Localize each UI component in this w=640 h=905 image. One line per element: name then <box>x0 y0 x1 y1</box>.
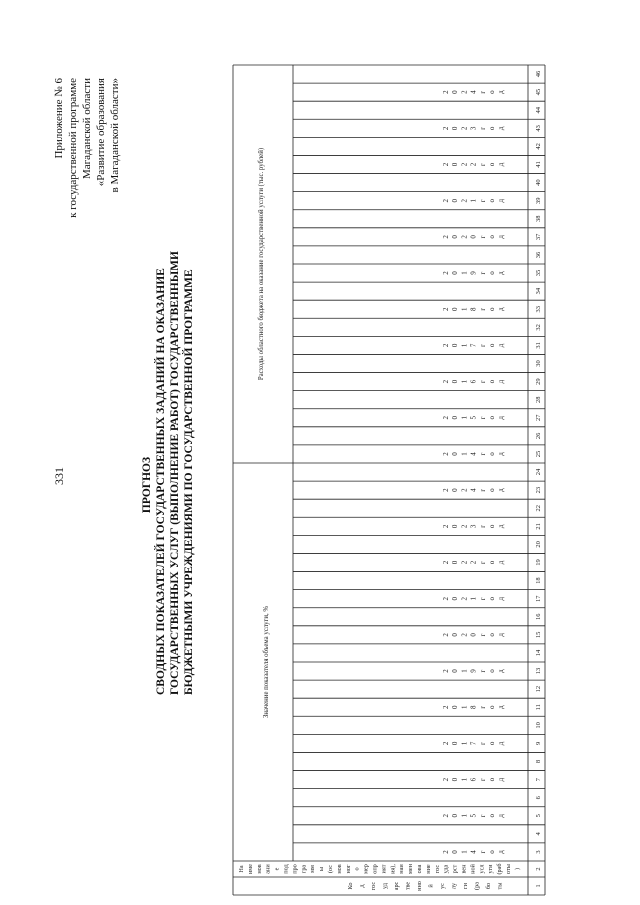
year-cell-char: 0 <box>469 633 478 637</box>
year-cell-char: о <box>488 488 496 492</box>
year-cell-char: 2 <box>442 343 450 348</box>
col1-label-fragment: д <box>358 884 366 888</box>
year-cell-char: о <box>488 162 496 167</box>
year-cell-char: 7 <box>469 343 478 348</box>
year-cell-char: 2 <box>460 524 469 529</box>
year-cell-char: о <box>488 307 496 311</box>
appendix-line: к государственной программе <box>67 78 79 218</box>
col2-label-fragment: мен <box>407 864 415 874</box>
year-cell-char: 1 <box>460 777 469 782</box>
col2-label-fragment: (ос <box>327 864 334 874</box>
col2-label-fragment: ова <box>416 864 423 874</box>
col2-label-fragment: ия), <box>389 864 397 874</box>
year-cell-char: о <box>488 741 496 746</box>
title-line: СВОДНЫХ ПОКАЗАТЕЛЕЙ ГОСУДАРСТВЕННЫХ ЗАДАНИЙ НА ОКАЗАНИЕ <box>155 268 167 695</box>
year-cell-char: 9 <box>469 271 478 275</box>
column-number: 19 <box>535 559 542 566</box>
col1-label-fragment: Ко <box>347 882 354 890</box>
year-cell-char: г <box>478 452 487 456</box>
column-number: 6 <box>535 796 542 800</box>
col2-label-fragment: ние <box>424 864 432 874</box>
column-number: 21 <box>535 523 542 530</box>
year-cell-char: 4 <box>469 452 478 456</box>
year-cell-char: 2 <box>460 633 469 637</box>
year-cell-char: д <box>497 705 506 710</box>
column-number: 14 <box>535 649 542 657</box>
col2-label-fragment: нов <box>255 864 263 874</box>
year-cell-char: г <box>478 524 487 528</box>
col2-label-fragment: нов <box>335 864 343 874</box>
year-cell-char: 0 <box>451 488 460 492</box>
column-number: 18 <box>535 577 542 584</box>
title-line: БЮДЖЕТНЫМИ УЧРЕЖДЕНИЯМИ ПО ГОСУДАРСТВЕННОЙ ПРОГРАММЕ <box>183 269 195 695</box>
year-cell-char: 2 <box>442 741 450 746</box>
year-cell-char: о <box>488 379 496 384</box>
year-cell-char: 0 <box>451 416 460 420</box>
column-number: 4 <box>535 832 542 836</box>
year-cell-char: д <box>497 524 506 529</box>
col2-label-fragment: вен <box>460 864 468 874</box>
year-cell-char: г <box>478 307 487 311</box>
col2-label-fragment: е <box>273 867 281 871</box>
col1-label-fragment: ги <box>462 883 469 889</box>
year-cell-char: 2 <box>442 488 450 492</box>
year-cell-char: 0 <box>451 741 460 746</box>
year-cell-char: 2 <box>460 596 469 601</box>
year-cell-char: г <box>478 814 487 818</box>
col2-label-fragment: оты <box>505 864 512 874</box>
column-number: 1 <box>535 884 542 888</box>
year-cell-char: о <box>488 560 496 565</box>
year-cell-char: 2 <box>442 633 450 637</box>
year-cell-char: 1 <box>460 271 469 275</box>
col1-label-fragment: бо <box>485 882 492 890</box>
year-cell-char: 2 <box>460 198 469 203</box>
year-cell-char: о <box>488 814 496 818</box>
page-number: 331 <box>52 467 66 485</box>
year-cell-char: 1 <box>460 669 469 673</box>
year-cell-char: д <box>497 307 506 312</box>
year-cell-char: 4 <box>469 850 478 854</box>
column-number: 38 <box>535 215 542 223</box>
year-cell-char: г <box>478 90 487 94</box>
year-cell-char: о <box>488 777 496 782</box>
year-cell-char: 5 <box>469 416 478 420</box>
column-number: 43 <box>535 125 542 132</box>
year-cell-char: д <box>497 669 506 673</box>
year-cell-char: д <box>497 271 506 275</box>
col2-label-fragment: о <box>353 867 361 871</box>
col2-label-fragment: мм <box>309 865 317 873</box>
col1-label-fragment: ус <box>439 883 446 889</box>
year-cell-char: 0 <box>469 235 478 239</box>
year-cell-char: д <box>497 162 506 167</box>
year-cell-char: г <box>478 633 487 637</box>
column-number: 25 <box>535 450 542 458</box>
appendix-line: Магаданской области <box>81 78 93 179</box>
column-number: 23 <box>535 486 542 494</box>
year-cell-char: 1 <box>460 850 469 854</box>
column-number: 31 <box>535 342 542 349</box>
year-cell-char: г <box>478 235 487 239</box>
column-number: 44 <box>535 106 542 114</box>
year-cell-char: г <box>478 343 487 347</box>
column-number: 29 <box>535 378 542 385</box>
year-cell-char: 6 <box>469 379 478 384</box>
year-cell-char: 2 <box>460 235 469 239</box>
column-number: 15 <box>535 631 542 639</box>
year-cell-char: 0 <box>451 307 460 311</box>
year-cell-char: 2 <box>460 162 469 167</box>
year-cell-char: 2 <box>460 560 469 565</box>
year-cell-char: 0 <box>451 524 460 529</box>
year-cell-char: о <box>488 452 496 456</box>
year-cell-char: г <box>478 705 487 709</box>
year-cell-char: 2 <box>442 560 450 565</box>
column-number: 30 <box>535 360 542 367</box>
col2-label-fragment: ног <box>344 864 352 874</box>
year-cell-char: 3 <box>469 524 478 529</box>
year-cell-char: г <box>478 850 487 854</box>
year-cell-char: о <box>488 633 496 637</box>
column-number: 34 <box>535 287 542 295</box>
column-number: 35 <box>535 269 542 277</box>
year-cell-char: 1 <box>460 343 469 348</box>
year-cell-char: д <box>497 596 506 601</box>
year-cell-char: 2 <box>442 379 450 384</box>
year-cell-char: 1 <box>460 379 469 384</box>
year-cell-char: о <box>488 90 496 94</box>
col2-label-fragment: ият <box>380 864 388 874</box>
year-cell-char: 0 <box>451 90 460 94</box>
year-cell-char: о <box>488 524 496 529</box>
col1-label-fragment: лу <box>450 882 458 890</box>
year-cell-char: 1 <box>460 814 469 818</box>
column-number: 3 <box>535 850 542 854</box>
year-cell-char: д <box>497 777 506 782</box>
column-number: 2 <box>535 867 542 871</box>
year-cell-char: 2 <box>442 198 450 203</box>
col1-label-fragment: гос <box>370 881 377 891</box>
year-cell-char: 2 <box>442 777 450 782</box>
year-cell-char: г <box>478 126 487 130</box>
year-cell-char: 2 <box>442 705 450 709</box>
year-cell-char: 2 <box>442 162 450 167</box>
col2-label-fragment: уги <box>487 864 495 874</box>
year-cell-char: 1 <box>460 741 469 746</box>
year-cell-char: о <box>488 126 496 131</box>
year-cell-char: 2 <box>469 162 478 167</box>
column-number: 27 <box>535 414 542 422</box>
year-cell-char: о <box>488 198 496 203</box>
year-cell-char: о <box>488 669 496 673</box>
col2-label-fragment: ) <box>513 867 521 871</box>
year-cell-char: г <box>478 561 487 564</box>
year-cell-char: 2 <box>442 126 450 131</box>
year-cell-char: 0 <box>451 669 460 673</box>
year-cell-char: г <box>478 416 487 420</box>
col2-label-fragment: опр <box>371 864 379 874</box>
year-cell-char: г <box>478 741 487 745</box>
year-cell-char: 2 <box>442 235 450 239</box>
year-cell-char: 2 <box>442 524 450 529</box>
year-cell-char: о <box>488 850 496 854</box>
column-number: 42 <box>535 143 542 150</box>
year-cell-char: 0 <box>451 126 460 131</box>
year-cell-char: г <box>478 778 487 782</box>
column-number: 45 <box>535 88 542 96</box>
year-cell-char: 2 <box>442 596 450 601</box>
col1-label-fragment: й <box>427 884 435 888</box>
year-cell-char: 8 <box>469 307 478 311</box>
year-cell-char: г <box>478 669 487 673</box>
column-number: 28 <box>535 396 542 403</box>
year-cell-char: д <box>497 488 506 492</box>
col2-label-fragment: наи <box>398 864 406 874</box>
column-number: 17 <box>535 595 542 602</box>
year-cell-char: 0 <box>451 705 460 709</box>
year-cell-char: 0 <box>451 343 460 348</box>
col2-label-fragment: под <box>282 864 290 874</box>
year-cell-char: 1 <box>469 596 478 601</box>
year-cell-char: 7 <box>469 741 478 746</box>
year-cell-char: 0 <box>451 452 460 456</box>
column-number: 20 <box>535 541 542 548</box>
year-cell-char: д <box>497 560 506 565</box>
year-cell-char: г <box>478 271 487 275</box>
column-number: 10 <box>535 722 542 729</box>
year-cell-char: д <box>497 850 506 854</box>
year-cell-char: 1 <box>460 705 469 709</box>
year-cell-char: 0 <box>451 596 460 601</box>
year-cell-char: 0 <box>451 850 460 854</box>
year-cell-char: 1 <box>460 416 469 420</box>
year-cell-char: 2 <box>442 669 450 673</box>
appendix-line: «Развитие образования <box>95 78 107 187</box>
year-cell-char: д <box>497 452 506 456</box>
year-cell-char: д <box>497 198 506 203</box>
column-number: 46 <box>535 70 542 78</box>
year-cell-char: о <box>488 416 496 420</box>
column-number: 11 <box>535 704 542 711</box>
col2-label-fragment: мер <box>362 864 370 874</box>
col2-label-fragment: (раб <box>496 863 504 875</box>
year-cell-char: 5 <box>469 814 478 818</box>
group1-header: Значение показателя объема услуги, % <box>263 605 270 719</box>
year-cell-char: 0 <box>451 560 460 565</box>
year-cell-char: о <box>488 235 496 239</box>
col1-label-fragment: арс <box>393 881 400 891</box>
column-number: 32 <box>535 324 542 331</box>
year-cell-char: 8 <box>469 705 478 709</box>
appendix-line: в Магаданской области» <box>109 78 121 193</box>
col2-label-fragment: ани <box>264 864 272 874</box>
year-cell-char: 2 <box>469 560 478 565</box>
column-number: 16 <box>535 613 542 621</box>
year-cell-char: 0 <box>451 379 460 384</box>
year-cell-char: д <box>497 235 506 239</box>
year-cell-char: о <box>488 343 496 348</box>
column-number: 40 <box>535 179 542 186</box>
year-cell-char: д <box>497 126 506 131</box>
year-cell-char: д <box>497 90 506 94</box>
year-cell-char: г <box>478 380 487 384</box>
year-cell-char: г <box>478 488 487 492</box>
year-cell-char: д <box>497 813 506 818</box>
year-cell-char: 0 <box>451 235 460 239</box>
year-cell-char: 0 <box>451 814 460 818</box>
year-cell-char: 4 <box>469 90 478 94</box>
col1-label-fragment: уд <box>381 883 389 889</box>
year-cell-char: 0 <box>451 633 460 637</box>
year-cell-char: о <box>488 271 496 275</box>
year-cell-char: 1 <box>469 198 478 203</box>
col2-label-fragment: уда <box>442 864 450 874</box>
year-cell-char: д <box>497 741 506 746</box>
col1-label-fragment: ты <box>496 882 504 890</box>
year-cell-char: г <box>478 597 487 601</box>
col2-label-fragment: ной <box>469 864 477 874</box>
year-cell-char: 3 <box>469 126 478 131</box>
group2-header: Расходы областного бюджета на оказание государственной услуги (тыс. рублей) <box>258 147 265 381</box>
year-cell-char: 0 <box>451 271 460 275</box>
column-number: 36 <box>535 251 542 259</box>
year-cell-char: 2 <box>460 488 469 492</box>
year-cell-char: о <box>488 705 496 709</box>
column-number: 7 <box>535 777 542 782</box>
year-cell-char: 2 <box>460 126 469 131</box>
year-cell-char: 6 <box>469 777 478 782</box>
col2-label-fragment: рст <box>451 864 459 874</box>
year-cell-char: 0 <box>451 777 460 782</box>
column-number: 9 <box>535 741 542 746</box>
year-cell-char: 0 <box>451 198 460 203</box>
year-cell-char: о <box>488 596 496 601</box>
col1-label-fragment: тве <box>404 881 412 891</box>
year-cell-char: 0 <box>451 162 460 167</box>
col2-label-fragment: На <box>238 865 245 873</box>
year-cell-char: 2 <box>442 90 450 94</box>
year-cell-char: 2 <box>442 452 450 456</box>
year-cell-char: д <box>497 343 506 348</box>
year-cell-char: 2 <box>442 814 450 818</box>
year-cell-char: 2 <box>442 307 450 311</box>
year-cell-char: д <box>497 415 506 420</box>
col2-label-fragment: гос <box>433 864 441 874</box>
title-line: ПРОГНОЗ <box>141 456 153 514</box>
column-number: 22 <box>535 504 542 512</box>
year-cell-char: 2 <box>442 271 450 275</box>
col1-label-fragment: нно <box>416 881 423 891</box>
year-cell-char: 2 <box>442 850 450 854</box>
column-number: 12 <box>535 685 542 693</box>
column-number: 24 <box>535 468 542 476</box>
column-number: 33 <box>535 305 542 313</box>
col1-label-fragment: (ра <box>473 882 481 890</box>
year-cell-char: 2 <box>442 416 450 420</box>
year-cell-char: 9 <box>469 669 478 673</box>
appendix-line: Приложение № 6 <box>53 78 65 159</box>
year-cell-char: 4 <box>469 488 478 492</box>
year-cell-char: г <box>478 199 487 203</box>
year-cell-char: д <box>497 633 506 637</box>
column-number: 39 <box>535 197 542 204</box>
year-cell-char: 2 <box>460 90 469 94</box>
year-cell-char: д <box>497 379 506 384</box>
column-number: 26 <box>535 432 542 440</box>
year-cell-char: 1 <box>460 452 469 456</box>
year-cell-char: 1 <box>460 307 469 311</box>
col2-label-fragment: усл <box>478 864 486 874</box>
col2-label-fragment: ы <box>318 866 326 872</box>
col2-label-fragment: про <box>291 864 299 874</box>
year-cell-char: г <box>478 163 487 166</box>
column-number: 37 <box>535 233 542 241</box>
title-line: ГОСУДАРСТВЕННЫХ УСЛУГ (ВЫПОЛНЕНИЕ РАБОТ) ГОСУДАРСТВЕННЫМИ <box>169 251 181 695</box>
column-number: 41 <box>535 161 542 168</box>
col2-label-fragment: гра <box>300 864 308 874</box>
column-number: 8 <box>535 759 542 764</box>
col2-label-fragment: име <box>246 864 254 874</box>
column-number: 13 <box>535 667 542 675</box>
column-number: 5 <box>535 814 542 818</box>
